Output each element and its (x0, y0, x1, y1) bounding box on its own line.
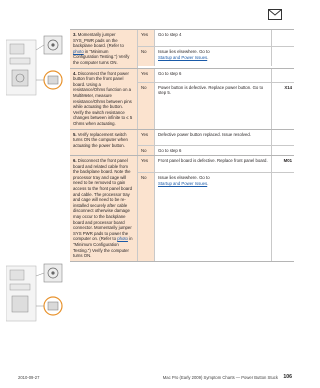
step-outcomes (138, 130, 294, 156)
footer-date: 2010-09-27 (18, 375, 40, 380)
step-description (70, 130, 138, 156)
step-text: Momentarily jumper SYS_PWR pads on the backplane board. (Refer to (73, 32, 124, 49)
startup-power-issues-link[interactable]: Startup and Power Issues (158, 180, 208, 186)
step-number: 4. (73, 70, 77, 76)
outcome-code (272, 146, 294, 156)
outcome-yes (138, 130, 294, 146)
footer-title: Mac Pro (Early 2009) Symptom Charts — Power Button Stuck (162, 375, 278, 380)
outcome-yes (138, 156, 294, 173)
outcome-action: Go to step 6 (155, 146, 272, 156)
outcome-action: Front panel board is defective. Replace front panel board. (155, 156, 272, 172)
step-text-end: in "Minimum Configuration Testing.") Verify the computer turns ON. (73, 48, 130, 65)
outcome-answer: No (138, 83, 155, 129)
page-footer (0, 375, 300, 383)
outcome-action: Defective power button replaced. Issue resolved. (155, 130, 272, 145)
outcome-action: Power button is defective. Replace power button. Go to step 5. (155, 83, 272, 129)
mail-icon[interactable] (268, 9, 282, 20)
outcome-action-text: Issue lies elsewhere. Go to (158, 175, 210, 181)
outcome-action (155, 47, 272, 66)
outcome-code: M01 (283, 158, 292, 164)
outcome-code (272, 69, 294, 82)
step-description (70, 156, 138, 261)
outcome-answer: No (138, 146, 155, 156)
photo-link[interactable]: photo (117, 236, 128, 242)
step-row-4 (70, 69, 294, 130)
step-number: 5. (73, 131, 77, 137)
outcome-code: X14 (284, 84, 292, 90)
step-outcomes (138, 156, 294, 261)
diagram-column (6, 0, 66, 388)
step-number: 3. (73, 32, 77, 37)
step-description (70, 69, 138, 129)
outcome-answer: No (138, 47, 155, 66)
step-text: Disconnect the front panel board and related cable from the backplane board. Note the processor tray and cage will need to be removed to gain access to the front panel board and cable. The processor tray and cage will need to be re-installed securely after cable disconnect otherwise damage may occur to the backplane board and processor board connector. Momentarily jumper SYS PWR pads to power the computer on. (Refer to (73, 158, 133, 242)
outcome-action (155, 173, 272, 261)
outcome-no (138, 173, 294, 261)
step-description (70, 30, 138, 68)
outcome-no (138, 83, 294, 129)
outcome-yes (138, 69, 294, 83)
page-number: 106 (283, 374, 292, 380)
outcome-action-end: . (207, 54, 209, 60)
outcome-answer: Yes (138, 69, 155, 82)
outcome-action: Go to step 6 (155, 69, 272, 82)
outcome-code (272, 173, 294, 261)
outcome-no (138, 47, 294, 66)
step-number: 6. (73, 158, 77, 164)
outcome-action-end: . (207, 180, 209, 186)
outcome-code (272, 130, 294, 145)
step-row-6 (70, 156, 294, 262)
outcome-action: Go to step 4 (155, 30, 272, 46)
step-text-end: in "Minimum Configuration Testing.") Verify the computer turns ON. (73, 236, 133, 259)
step-text: Verify replacement switch turns ON the computer when actuating the power button. (73, 131, 128, 148)
step-text: Disconnect the front power button from the front panel board. Using a resistance/Ohms function on a MultiMeter, measure resistance/Ohms between pins while actuating the button. Verify the switch resistance changes between infinite to ≤ 5 Ohms when actuating. (73, 70, 133, 126)
outcome-action-text: Issue lies elsewhere. Go to (158, 49, 210, 54)
front-panel-board-diagram (6, 258, 66, 328)
outcome-yes (138, 30, 294, 47)
outcome-answer: Yes (138, 156, 155, 172)
outcome-answer: Yes (138, 30, 155, 46)
step-outcomes (138, 30, 294, 68)
startup-power-issues-link[interactable]: Startup and Power Issues (158, 54, 208, 60)
symptom-table (70, 29, 294, 262)
step-row-3 (70, 30, 294, 69)
outcome-code (272, 47, 294, 66)
backplane-jumper-diagram (6, 30, 66, 100)
outcome-answer: Yes (138, 130, 155, 145)
outcome-answer: No (138, 173, 155, 261)
step-row-5 (70, 130, 294, 157)
step-outcomes (138, 69, 294, 129)
outcome-no (138, 146, 294, 156)
outcome-code (272, 30, 294, 46)
photo-link[interactable]: photo (73, 48, 84, 54)
